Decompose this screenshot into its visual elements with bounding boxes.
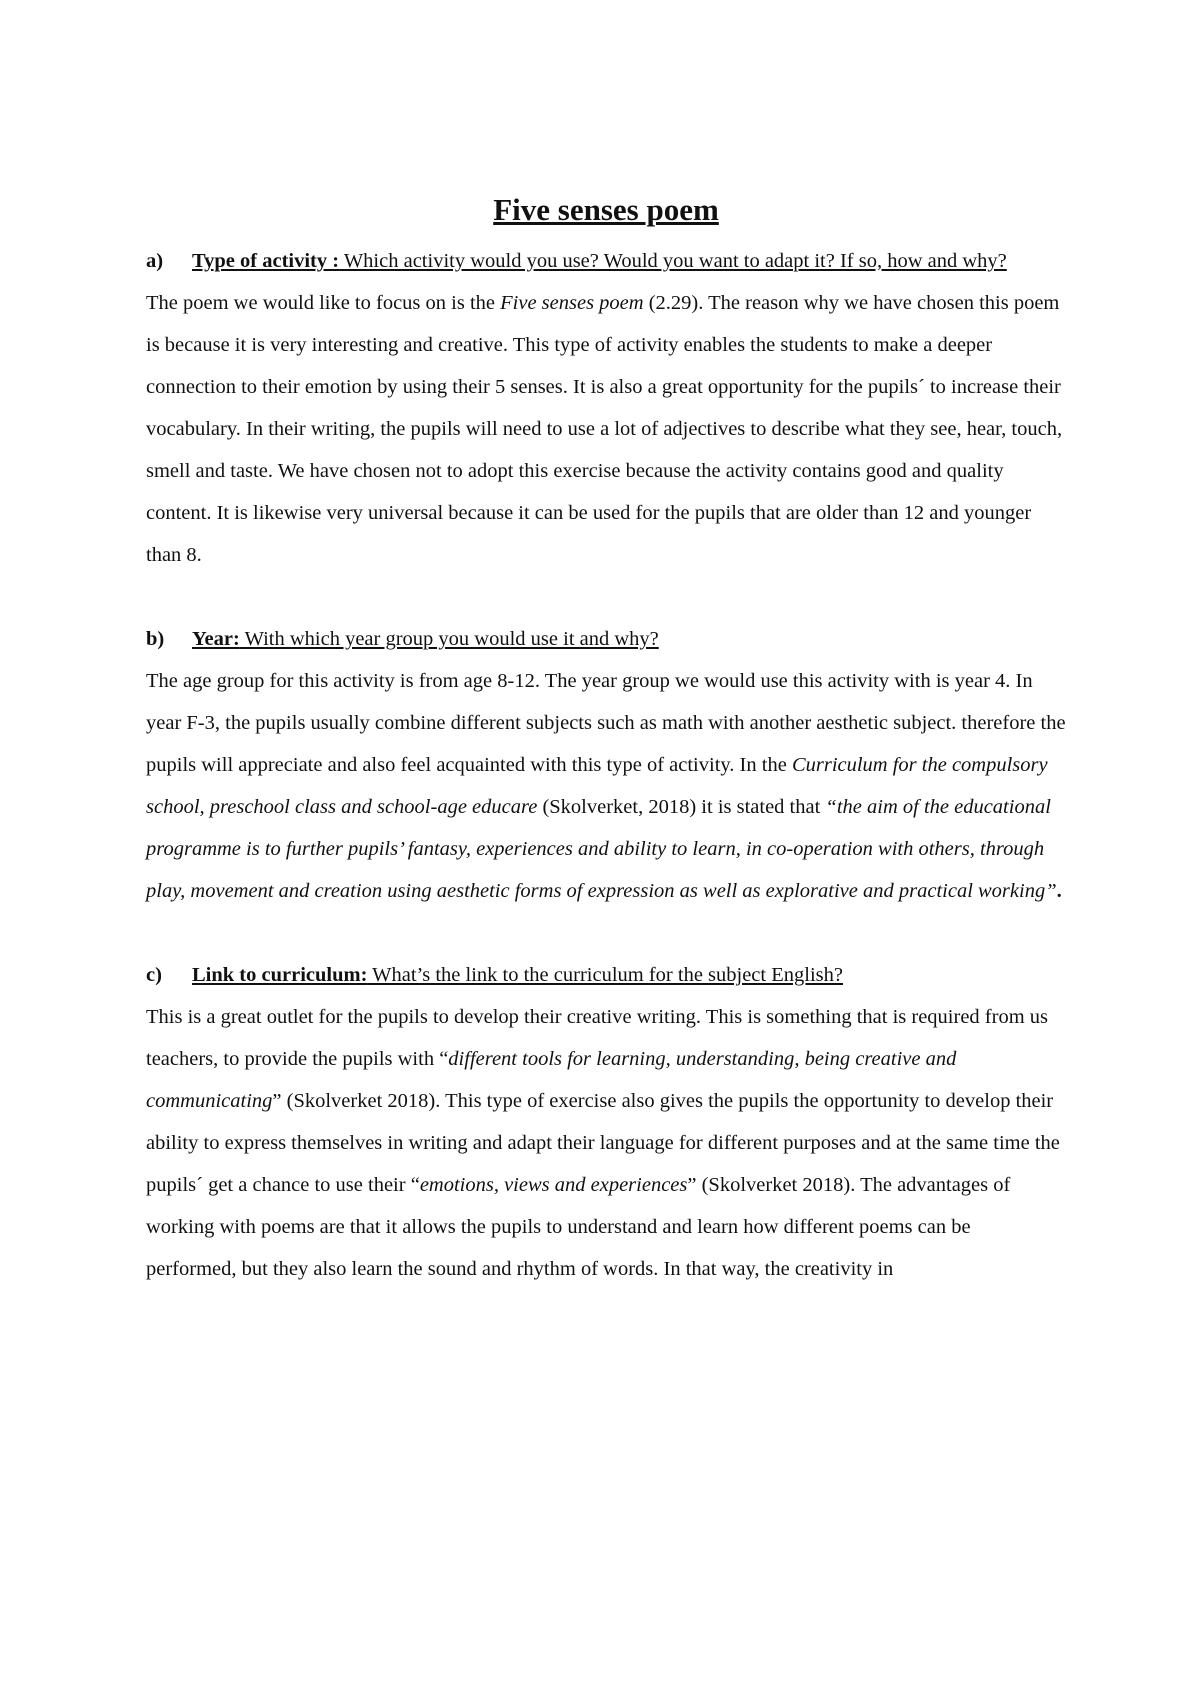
section-a-poem-title: Five senses poem — [500, 292, 644, 314]
section-b-curriculum-title: Curriculum for the compulsory school, preschool class and school-age educare — [146, 754, 1048, 818]
section-spacer — [146, 912, 1066, 954]
section-a-number: a) — [146, 250, 164, 272]
section-c-paragraph — [146, 996, 1066, 1290]
section-a-paragraph — [146, 282, 1066, 576]
section-b-text-end: . — [1056, 880, 1062, 902]
section-c-question: What’s the link to the curriculum for the subject English? — [367, 964, 843, 986]
section-b-text-2: (Skolverket, 2018) it is stated that — [537, 796, 826, 818]
section-c-label: Link to curriculum: — [192, 964, 368, 986]
document-title: Five senses poem — [493, 192, 719, 227]
section-b-text-1: The age group for this activity is from age 8-12. The year group we would use this activity with is year 4. In year F-3, the pupils usually combine different subjects such as math with another aesthetic subject. therefore the pupils will appreciate and also feel acquainted with this type of activity. In the — [146, 670, 1066, 776]
section-c-text-3: ” (Skolverket 2018). The advantages of working with poems are that it allows the pupils to understand and learn how different poems can be performed, but they also learn the sound and rhythm of words. In that way, the creativity in — [146, 1174, 1011, 1280]
section-b-heading — [146, 618, 1066, 660]
section-c-quote-2: emotions, views and experiences — [419, 1174, 688, 1196]
section-c-text-2: ” (Skolverket 2018). This type of exercise also gives the pupils the opportunity to develop their ability to express themselves in writing and adapt their language for different purposes and at the same time the pupils´ get a chance to use their “ — [146, 1090, 1060, 1196]
section-a-label: Type of activity : — [192, 250, 340, 272]
section-c-number: c) — [146, 964, 162, 986]
section-a-text-2: (2.29). The reason why we have chosen this poem is because it is very interesting and creative. This type of activity enables the students to make a deeper connection to their emotion by using their 5 senses. It is also a great opportunity for the pupils´ to increase their vocabulary. In their writing, the pupils will need to use a lot of adjectives to describe what they see, hear, touch, smell and taste. We have chosen not to adopt this exercise because the activity contains good and quality content. It is likewise very universal because it can be used for the pupils that are older than 12 and younger than 8. — [146, 292, 1063, 566]
section-spacer — [146, 576, 1066, 618]
section-b-paragraph — [146, 660, 1066, 912]
section-a-text-1: The poem we would like to focus on is the — [146, 292, 501, 314]
section-b-number: b) — [146, 628, 165, 650]
section-c-quote-1: different tools for learning, understanding, being creative and communicating — [146, 1048, 957, 1112]
section-a-heading — [146, 240, 1066, 282]
section-b-label: Year: — [192, 628, 240, 650]
section-c-text-1: This is a great outlet for the pupils to develop their creative writing. This is something that is required from us teachers, to provide the pupils with “ — [146, 1006, 1048, 1070]
section-c-heading — [146, 954, 1066, 996]
section-b-quote: “the aim of the educational programme is to further pupils’ fantasy, experiences and ability to learn, in co-operation with others, through play, movement and creation using aesthetic forms of expression as well as explorative and practical working” — [146, 796, 1057, 902]
section-a-question: Which activity would you use? Would you want to adapt it? If so, how and why? — [339, 250, 1007, 272]
document-page — [146, 190, 1066, 1290]
section-b-question: With which year group you would use it and why? — [239, 628, 659, 650]
